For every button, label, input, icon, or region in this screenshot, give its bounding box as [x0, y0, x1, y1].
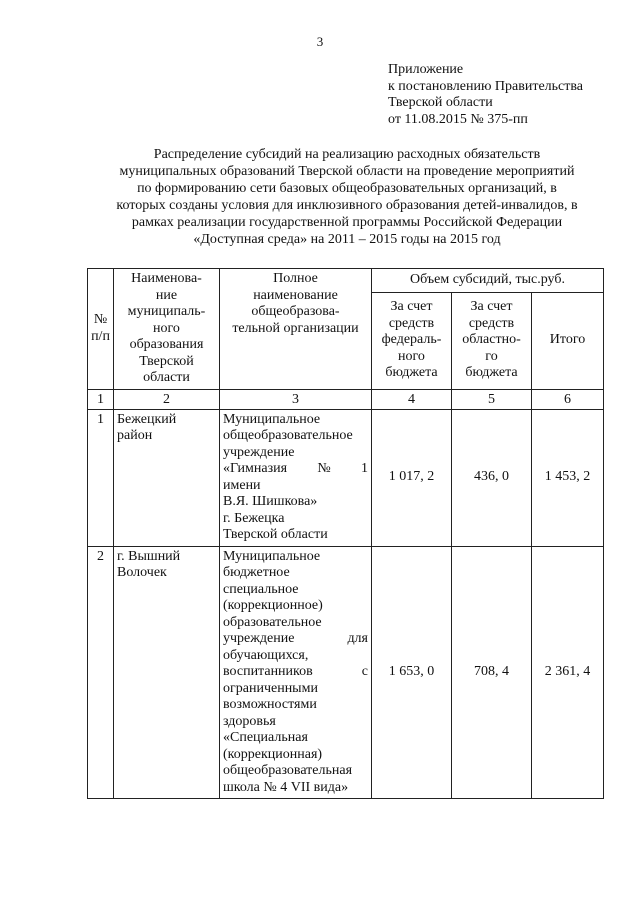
row-number: 2 [88, 546, 114, 799]
cell-word: учреждение [223, 631, 295, 646]
header-text: ного [153, 320, 180, 336]
header-text: п/п [91, 328, 110, 344]
header-organization [220, 269, 372, 390]
cell-line: учреждение [223, 444, 295, 460]
cell-line [223, 631, 368, 648]
cell-line: имени [223, 477, 261, 493]
row-total-value: 2 361, 4 [532, 546, 604, 799]
cell-line: г. Бежецка [223, 510, 285, 526]
cell-word: № [317, 461, 331, 476]
header-text: областно- [462, 332, 521, 348]
cell-word: 1 [360, 461, 368, 476]
header-text: муниципаль- [127, 304, 206, 319]
header-num [88, 269, 114, 390]
cell-line: Тверской области [223, 527, 328, 542]
column-number: 6 [532, 389, 604, 409]
row-regional-value: 708, 4 [452, 546, 532, 799]
cell-line: (коррекционная) [223, 746, 323, 762]
subsidy-table [87, 268, 604, 799]
cell-line: ограниченными [223, 680, 318, 696]
appendix-block [388, 62, 583, 128]
page-number: 3 [316, 34, 324, 49]
cell-line: специальное [223, 581, 299, 597]
table-row [88, 546, 604, 799]
cell-line: Бежецкий [117, 411, 177, 427]
header-text: ного [398, 348, 425, 364]
column-number: 2 [114, 389, 220, 409]
row-federal-value: 1 653, 0 [372, 546, 452, 799]
header-text: средств [388, 315, 435, 331]
row-federal-value: 1 017, 2 [372, 409, 452, 546]
cell-word: для [347, 631, 368, 646]
header-text: го [485, 348, 498, 364]
header-text: средств [468, 315, 515, 331]
title-line: Распределение субсидий на реализацию расходных обязательств [153, 147, 541, 162]
header-text: тельной организации [232, 320, 359, 336]
row-municipality [114, 546, 220, 799]
header-text: образования [129, 337, 204, 352]
table-row [88, 409, 604, 546]
cell-word: «Гимназия [223, 461, 288, 476]
appendix-line: от 11.08.2015 № 375-пп [388, 111, 528, 127]
title-line: рамках реализации государственной программы Российской Федерации [131, 215, 563, 230]
cell-line: обучающихся, [223, 647, 309, 663]
row-regional-value: 436, 0 [452, 409, 532, 546]
appendix-line: Тверской области [388, 95, 493, 110]
column-number: 4 [372, 389, 452, 409]
cell-line: общеобразовательная [223, 763, 353, 778]
header-regional [452, 292, 532, 389]
cell-line: здоровья [223, 713, 276, 729]
cell-line: общеобразовательное [223, 428, 353, 443]
header-volume: Объем субсидий, тыс.руб. [372, 269, 604, 293]
appendix-line: Приложение [388, 62, 464, 77]
cell-line: «Специальная [223, 730, 308, 745]
column-number-row [88, 389, 604, 409]
cell-line: район [117, 428, 153, 443]
cell-word: воспитанников [223, 664, 313, 679]
row-municipality [114, 409, 220, 546]
cell-line [223, 664, 368, 681]
row-number: 1 [88, 409, 114, 546]
cell-word: с [361, 664, 368, 679]
header-text: бюджета [385, 365, 438, 381]
header-text: Тверской [139, 353, 194, 369]
row-total-value: 1 453, 2 [532, 409, 604, 546]
header-total: Итого [532, 292, 604, 389]
row-organization [220, 546, 372, 799]
header-text: ние [155, 287, 178, 303]
header-text: За счет [390, 299, 433, 315]
header-text: федераль- [381, 332, 442, 348]
cell-line: (коррекционное) [223, 598, 323, 613]
row-organization [220, 409, 372, 546]
header-text: За счет [470, 299, 513, 315]
cell-line: Муниципальное [223, 411, 321, 427]
title-line: по формированию сети базовых общеобразовательных организаций, в [137, 181, 557, 196]
title-line: которых созданы условия для инклюзивного образования детей-инвалидов, в [116, 198, 578, 213]
header-federal [372, 292, 452, 389]
header-municipality [114, 269, 220, 390]
title-line: «Доступная среда» на 2011 – 2015 годы на 2015 год [193, 232, 501, 247]
header-text: общеобразова- [251, 304, 340, 319]
header-text: Наименова- [131, 271, 202, 286]
cell-line: бюджетное [223, 565, 290, 580]
cell-line: г. Вышний [117, 548, 181, 564]
cell-line [223, 461, 368, 478]
cell-line: Волочек [117, 565, 167, 580]
document-title [84, 146, 610, 248]
cell-line: школа № 4 VII вида» [223, 779, 349, 795]
appendix-line: к постановлению Правительства [388, 78, 584, 94]
cell-line: В.Я. Шишкова» [223, 494, 318, 509]
header-text: области [143, 370, 190, 385]
title-line: муниципальных образований Тверской области на проведение мероприятий [119, 164, 575, 179]
cell-line: Муниципальное [223, 548, 321, 564]
cell-line: образовательное [223, 614, 322, 630]
header-text: наименование [253, 287, 338, 303]
header-row [88, 269, 604, 293]
header-text: Полное [273, 271, 318, 286]
column-number: 3 [220, 389, 372, 409]
column-number: 5 [452, 389, 532, 409]
column-number: 1 [88, 389, 114, 409]
cell-line: возможностями [223, 697, 317, 712]
header-text: бюджета [465, 365, 518, 381]
header-text: № [93, 312, 108, 328]
